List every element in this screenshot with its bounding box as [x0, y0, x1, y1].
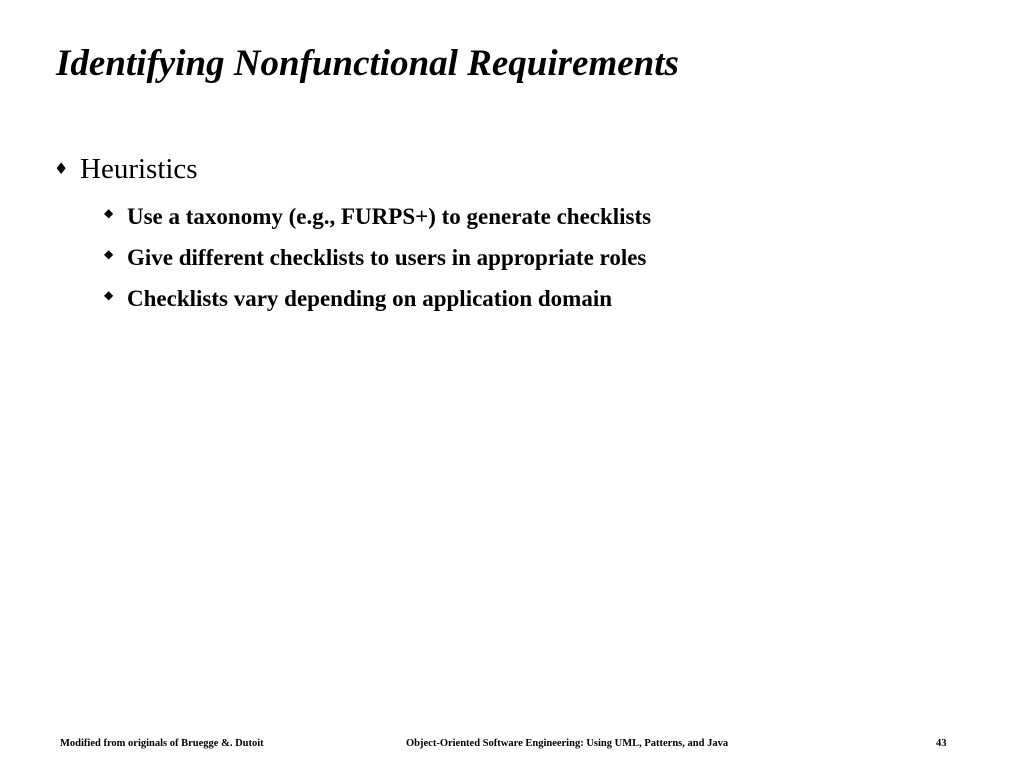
sub-bullet-text: Checklists vary depending on application domain: [127, 286, 613, 311]
footer-course-title: Object-Oriented Software Engineering: Using UML, Patterns, and Java: [406, 738, 729, 749]
sub-bullet-taxonomy: [104, 196, 651, 237]
slide-title: Identifying Nonfunctional Requirements: [56, 43, 679, 84]
sub-bullet-list: [104, 196, 651, 319]
sub-bullet-roles: [104, 237, 651, 278]
slide-footer: [0, 734, 1024, 754]
diamond-bullet-icon: ♦: [54, 159, 69, 178]
bullet-heuristics: [54, 150, 198, 188]
page-number: 43: [936, 738, 947, 749]
small-diamond-bullet-icon: ◆: [104, 206, 114, 220]
sub-bullet-domain: [104, 278, 651, 319]
footer-credit: Modified from originals of Bruegge &. Dutoit: [60, 738, 264, 749]
sub-bullet-text: Use a taxonomy (e.g., FURPS+) to generate checklists: [127, 204, 652, 229]
bullet-heuristics-text: Heuristics: [80, 153, 198, 185]
small-diamond-bullet-icon: ◆: [104, 288, 114, 302]
small-diamond-bullet-icon: ◆: [104, 247, 114, 261]
sub-bullet-text: Give different checklists to users in appropriate roles: [127, 245, 647, 270]
